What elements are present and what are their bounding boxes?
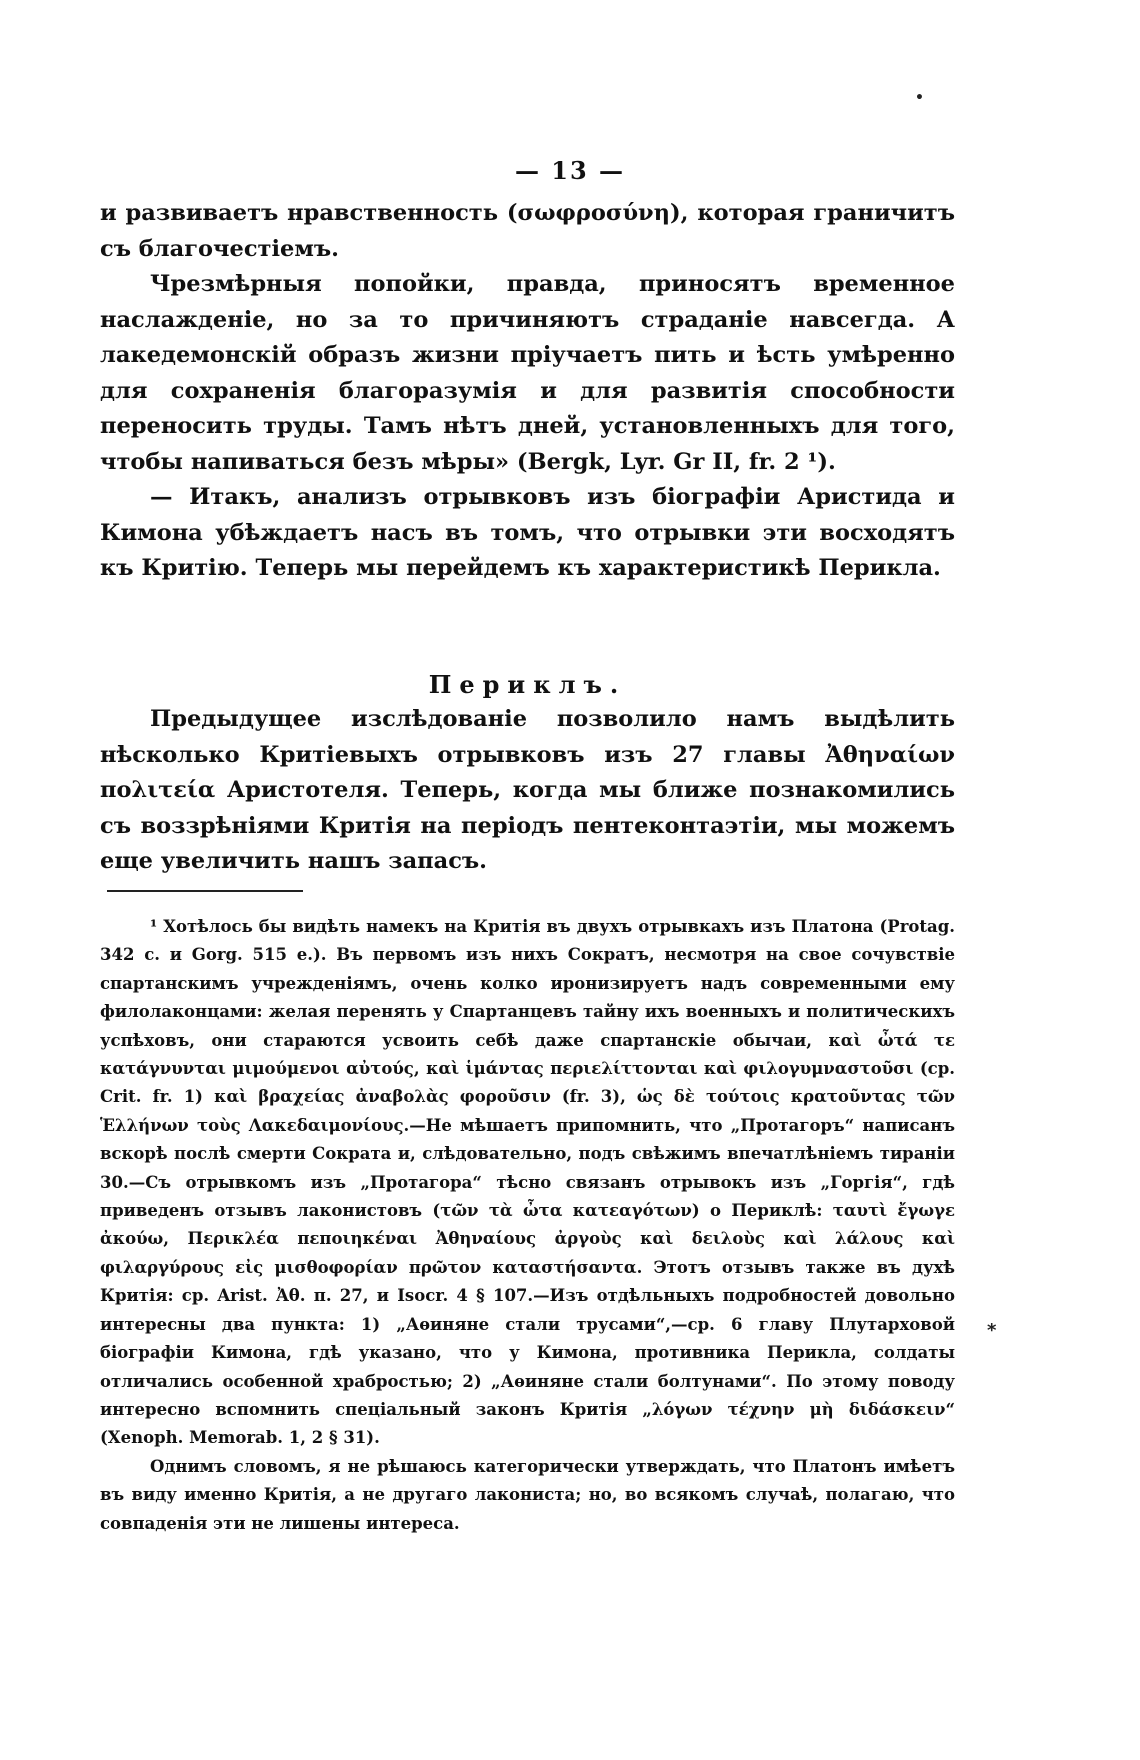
main-text	[100, 196, 955, 880]
footnote-continuation: Однимъ словомъ, я не рѣшаюсь категорически утверждать, что Платонъ имѣетъ въ виду именно Критія, а не другаго лакониста; но, во всякомъ случаѣ, полагаю, что совпаденія эти не лишены интереса.	[100, 1456, 955, 1533]
section-gap	[100, 587, 955, 667]
page-number: — 13 —	[514, 156, 626, 185]
footnotes	[100, 913, 955, 1538]
section-paragraph: Предыдущее изслѣдованіе позволило намъ выдѣлить нѣсколько Критіевыхъ отрывковъ изъ 27 главы Ἀθηναίων πολιτεία Аристотеля. Теперь, когда мы ближе познакомились съ воззрѣніями Критія на періодъ пентеконтаэтіи, мы можемъ еще увеличить нашъ запасъ.	[100, 706, 955, 874]
footnote-divider	[107, 890, 303, 892]
speck-mark: •	[915, 90, 924, 106]
paragraph-continuation: и развиваетъ нравственность (σωφροσύνη), которая граничитъ съ благочестіемъ.	[100, 200, 955, 262]
paragraph-conclusion: — Итакъ, анализъ отрывковъ изъ біографіи Аристида и Кимона убѣждаетъ насъ въ томъ, что отрывки эти восходятъ къ Критію. Теперь мы перейдемъ къ характеристикѣ Перикла.	[100, 484, 955, 581]
paragraph-quote: Чрезмѣрныя попойки, правда, приносятъ временное наслажденіе, но за то причиняютъ страданіе навсегда. А лакедемонскій образъ жизни пріучаетъ пить и ѣсть умѣренно для сохраненія благоразумія и для развитія способности переносить труды. Тамъ нѣтъ дней, установленныхъ для того, чтобы напиваться безъ мѣры» (Bergk, Lyr. Gr II, fr. 2 ¹).	[100, 271, 955, 475]
margin-mark: *	[987, 1320, 997, 1341]
section-heading: Периклъ.	[428, 669, 627, 699]
footnote-1: ¹ Хотѣлось бы видѣть намекъ на Критія въ двухъ отрывкахъ изъ Платона (Protag. 342 c. и Gorg. 515 e.). Въ первомъ изъ нихъ Сократъ, несмотря на свое сочувствіе спартанскимъ учрежденіямъ, очень колко иронизируетъ надъ современными ему филолаконцами: желая перенять у Спартанцевъ тайну ихъ военныхъ и политическихъ успѣховъ, они стараются усвоить себѣ даже спартанскіе обычаи, καὶ ὦτά τε κατάγνυνται μιμούμενοι αὐτούς, καὶ ἱμάντας περιελίττονται καὶ φιλογυμναστοῦσι (cp. Crit. fr. 1) καὶ βραχείας ἀναβολὰς φοροῦσιν (fr. 3), ὡς δὲ τούτοις κρατοῦντας τῶν Ἑλλήνων τοὺς Λακεδαιμονίους.—Не мѣшаетъ припомнить, что „Протагоръ“ написанъ вскорѣ послѣ смерти Сократа и, слѣдовательно, подъ свѣжимъ впечатлѣніемъ тираніи 30.—Съ отрывкомъ изъ „Протагора“ тѣсно связанъ отрывокъ изъ „Горгія“, гдѣ приведенъ отзывъ лаконистовъ (τῶν τὰ ὦτα κατεαγότων) о Периклѣ: ταυτὶ ἔγωγε ἀκούω, Περικλέα πεποιηκέναι Ἀθηναίους ἀργοὺς καὶ δειλοὺς καὶ λάλους καὶ φιλαργύρους εἰς μισθοφορίαν πρῶτον καταστήσαντα. Этотъ отзывъ также въ духѣ Критія: cp. Arist. Ἀθ. π. 27, и Isocr. 4 § 107.—Изъ отдѣльныхъ подробностей довольно интересны два пункта: 1) „Аѳиняне стали трусами“,—cp. 6 главу Плутарховой біографіи Кимона, гдѣ указано, что у Кимона, противника Перикла, солдаты отличались особенной храбростью; 2) „Аѳиняне стали болтунами“. По этому поводу интересно вспомнить спеціальный законъ Критія „λόγων τέχνην μὴ διδάσκειν“ (Xenoph. Memorab. 1, 2 § 31).	[100, 917, 955, 1448]
